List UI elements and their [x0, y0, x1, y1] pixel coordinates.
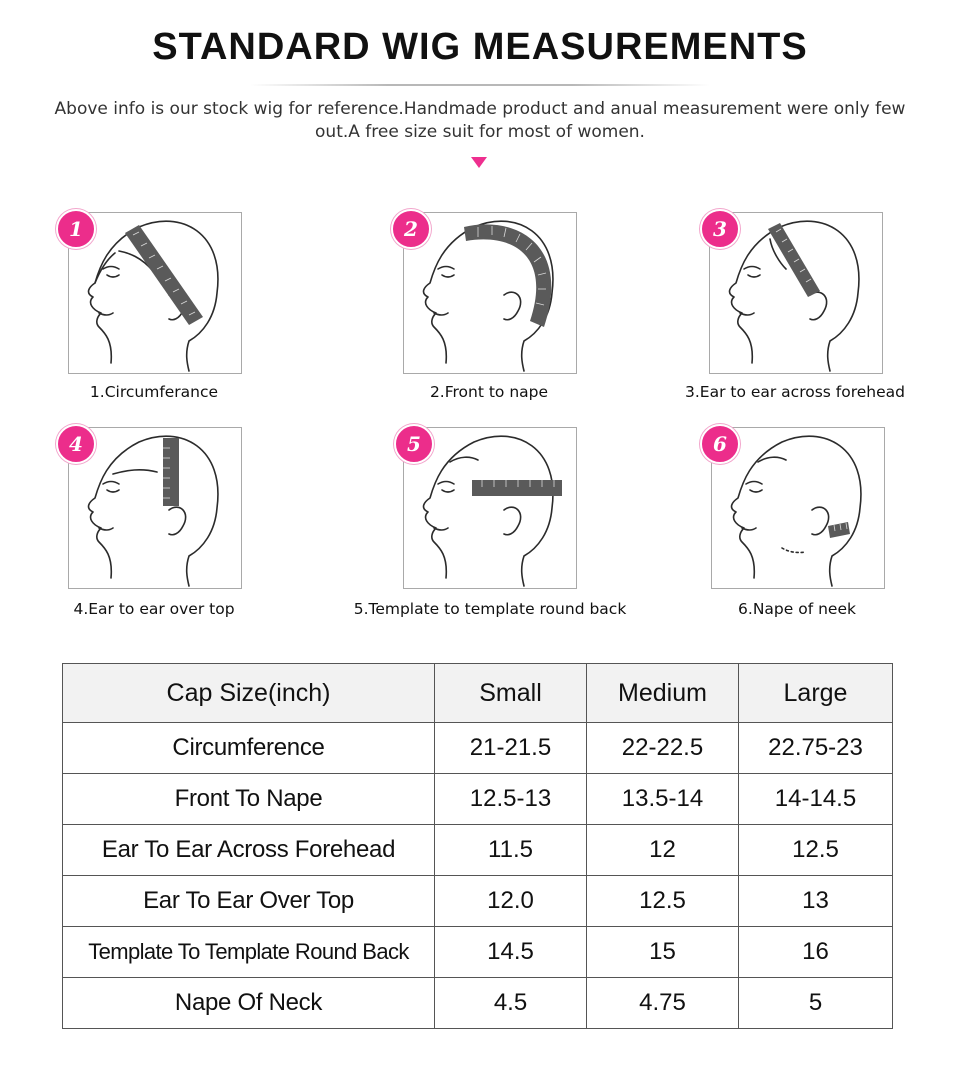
page-title: STANDARD WIG MEASUREMENTS	[152, 26, 808, 68]
step-badge-2: 2	[391, 209, 431, 249]
row-label: Template To Template Round Back	[63, 927, 435, 978]
cell-medium: 12.5	[587, 876, 739, 927]
step-badge-6: 6	[700, 424, 740, 464]
row-label: Ear To Ear Over Top	[63, 876, 435, 927]
step-caption-2: 2.Front to nape	[429, 383, 549, 401]
cell-medium: 22-22.5	[587, 723, 739, 774]
step-caption-3: 3.Ear to ear across forehead	[684, 383, 906, 401]
step-caption-6: 6.Nape of neek	[738, 600, 856, 618]
down-triangle-icon	[471, 157, 487, 168]
step-badge-5: 5	[394, 424, 434, 464]
head-profile-icon	[69, 213, 241, 373]
row-label: Nape Of Neck	[63, 978, 435, 1029]
cell-small: 21-21.5	[435, 723, 587, 774]
cell-medium: 15	[587, 927, 739, 978]
cell-small: 11.5	[435, 825, 587, 876]
step-badge-4: 4	[56, 424, 96, 464]
table-row	[63, 723, 893, 774]
row-label: Circumference	[63, 723, 435, 774]
cell-medium: 4.75	[587, 978, 739, 1029]
header-small: Small	[435, 664, 587, 723]
cell-large: 13	[739, 876, 893, 927]
cell-large: 14-14.5	[739, 774, 893, 825]
cell-medium: 13.5-14	[587, 774, 739, 825]
cell-large: 5	[739, 978, 893, 1029]
header-medium: Medium	[587, 664, 739, 723]
step-badge-1: 1	[56, 209, 96, 249]
table-row	[63, 825, 893, 876]
intro-line-1: Above info is our stock wig for reference.Handmade product and anual measurement were only few	[54, 99, 906, 119]
step-caption-5: 5.Template to template round back	[353, 600, 627, 618]
step-caption-4: 4.Ear to ear over top	[73, 600, 235, 618]
step-caption-1: 1.Circumferance	[89, 383, 219, 401]
cell-medium: 12	[587, 825, 739, 876]
row-label: Front To Nape	[63, 774, 435, 825]
cell-small: 14.5	[435, 927, 587, 978]
intro-text	[20, 98, 940, 144]
cell-large: 22.75-23	[739, 723, 893, 774]
cell-small: 4.5	[435, 978, 587, 1029]
table-row	[63, 876, 893, 927]
title-divider	[250, 84, 710, 86]
cell-small: 12.0	[435, 876, 587, 927]
cap-size-table	[62, 663, 893, 1029]
table-row	[63, 927, 893, 978]
head-profile-icon	[69, 428, 241, 588]
cell-large: 12.5	[739, 825, 893, 876]
table-row	[63, 774, 893, 825]
table-header-row	[63, 664, 893, 723]
row-label: Ear To Ear Across Forehead	[63, 825, 435, 876]
header-cap-size: Cap Size(inch)	[63, 664, 435, 723]
head-profile-icon	[404, 213, 576, 373]
step-badge-3: 3	[700, 209, 740, 249]
table-row	[63, 978, 893, 1029]
header-large: Large	[739, 664, 893, 723]
intro-line-2: out.A free size suit for most of women.	[315, 122, 645, 142]
cell-small: 12.5-13	[435, 774, 587, 825]
cell-large: 16	[739, 927, 893, 978]
